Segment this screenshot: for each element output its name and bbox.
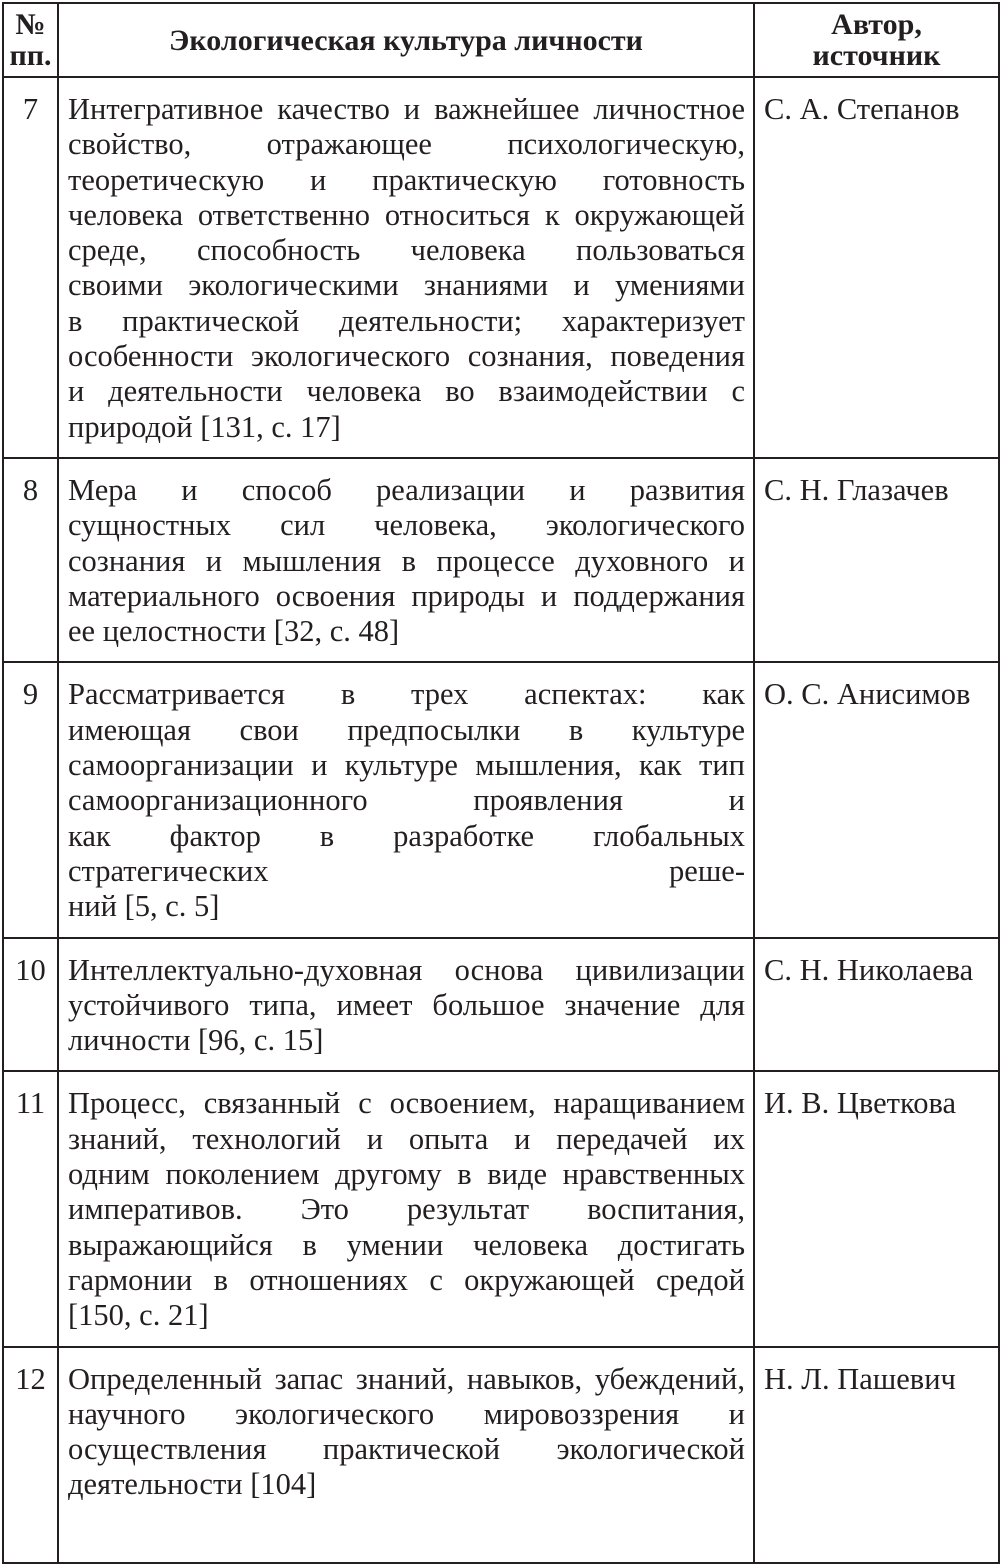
row-author: Н. Л. Пашевич xyxy=(754,1347,999,1563)
definition-line: императивов. Это результат воспитания, xyxy=(68,1192,745,1227)
definition-line: ее целостности [32, с. 48] xyxy=(68,614,400,649)
definition-line: личности [96, с. 15] xyxy=(68,1023,324,1058)
definition-line: своими экологическими знаниями и умениями xyxy=(68,268,745,303)
row-definition xyxy=(58,1347,754,1563)
definition-line: материального освоения природы и поддержания xyxy=(68,578,745,613)
row-number: 12 xyxy=(3,1347,58,1563)
header-definition: Экологическая культура личности xyxy=(58,3,754,77)
definition-line: устойчивого типа, имеет большое значение для xyxy=(68,987,745,1022)
definition-line: самоорганизации и культуре мышления, как тип xyxy=(68,748,745,783)
definition-line: Мера и способ реализации и развития xyxy=(68,472,745,507)
definition-line: среде, способность человека пользоваться xyxy=(68,233,745,268)
definition-line: природой [131, с. 17] xyxy=(68,409,341,444)
definition-line: теоретическую и практическую готовность xyxy=(68,162,745,197)
table-row xyxy=(3,662,999,937)
row-author: И. В. Цветкова xyxy=(754,1071,999,1346)
definition-line: стратегических реше- xyxy=(68,853,745,888)
row-author: С. А. Степанов xyxy=(754,77,999,458)
definition-line: самоорганизационного проявления и xyxy=(68,783,745,818)
table-row xyxy=(3,1347,999,1563)
row-definition xyxy=(58,938,754,1072)
row-number: 8 xyxy=(3,458,58,662)
definition-line: знаний, технологий и опыта и передачей их xyxy=(68,1121,745,1156)
definition-line: особенности экологического сознания, поведения xyxy=(68,339,745,374)
table-row xyxy=(3,458,999,662)
definition-line: Определенный запас знаний, навыков, убеждений, xyxy=(68,1361,745,1396)
definition-line: имеющая свои предпосылки в культуре xyxy=(68,712,745,747)
definition-line: сознания и мышления в процессе духовного и xyxy=(68,543,745,578)
definition-line: человека ответственно относиться к окружающей xyxy=(68,197,745,232)
definition-line: Процесс, связанный с освоением, наращиванием xyxy=(68,1086,745,1121)
definition-line: свойство, отражающее психологическую, xyxy=(68,127,745,162)
definition-line: Рассматривается в трех аспектах: как xyxy=(68,677,745,712)
row-number: 9 xyxy=(3,662,58,937)
definition-line: гармонии в отношениях с окружающей средой xyxy=(68,1262,745,1297)
definition-line: ний [5, с. 5] xyxy=(68,889,220,924)
definition-line: Интегративное качество и важнейшее личностное xyxy=(68,92,745,126)
header-author: Автор, источник xyxy=(754,3,999,77)
definition-line: и деятельности человека во взаимодействии с xyxy=(68,374,745,409)
definition-line: [150, с. 21] xyxy=(68,1298,209,1333)
definition-line: сущностных сил человека, экологического xyxy=(68,508,745,543)
definitions-table xyxy=(2,2,1000,1564)
definition-line: выражающийся в умении человека достигать xyxy=(68,1227,745,1262)
row-definition xyxy=(58,458,754,662)
table-row xyxy=(3,938,999,1072)
definition-line: деятельности [104] xyxy=(68,1467,317,1502)
row-definition xyxy=(58,662,754,937)
definition-line: Интеллектуально-духовная основа цивилизации xyxy=(68,952,745,987)
definition-line: научного экологического мировоззрения и xyxy=(68,1396,745,1431)
row-author: О. С. Анисимов xyxy=(754,662,999,937)
header-number: № пп. xyxy=(3,3,58,77)
definition-line: как фактор в разработке глобальных xyxy=(68,818,745,853)
row-number: 7 xyxy=(3,77,58,458)
row-author: С. Н. Глазачев xyxy=(754,458,999,662)
table-header-row xyxy=(3,3,999,77)
definition-line: осуществления практической экологической xyxy=(68,1432,745,1467)
row-definition xyxy=(58,77,754,458)
table-row xyxy=(3,77,999,458)
row-author: С. Н. Николаева xyxy=(754,938,999,1072)
definition-line: одним поколением другому в виде нравственных xyxy=(68,1157,745,1192)
table-body xyxy=(3,77,999,1563)
table-row xyxy=(3,1071,999,1346)
definition-line: в практической деятельности; характеризует xyxy=(68,303,745,338)
row-number: 11 xyxy=(3,1071,58,1346)
row-number: 10 xyxy=(3,938,58,1072)
row-definition xyxy=(58,1071,754,1346)
